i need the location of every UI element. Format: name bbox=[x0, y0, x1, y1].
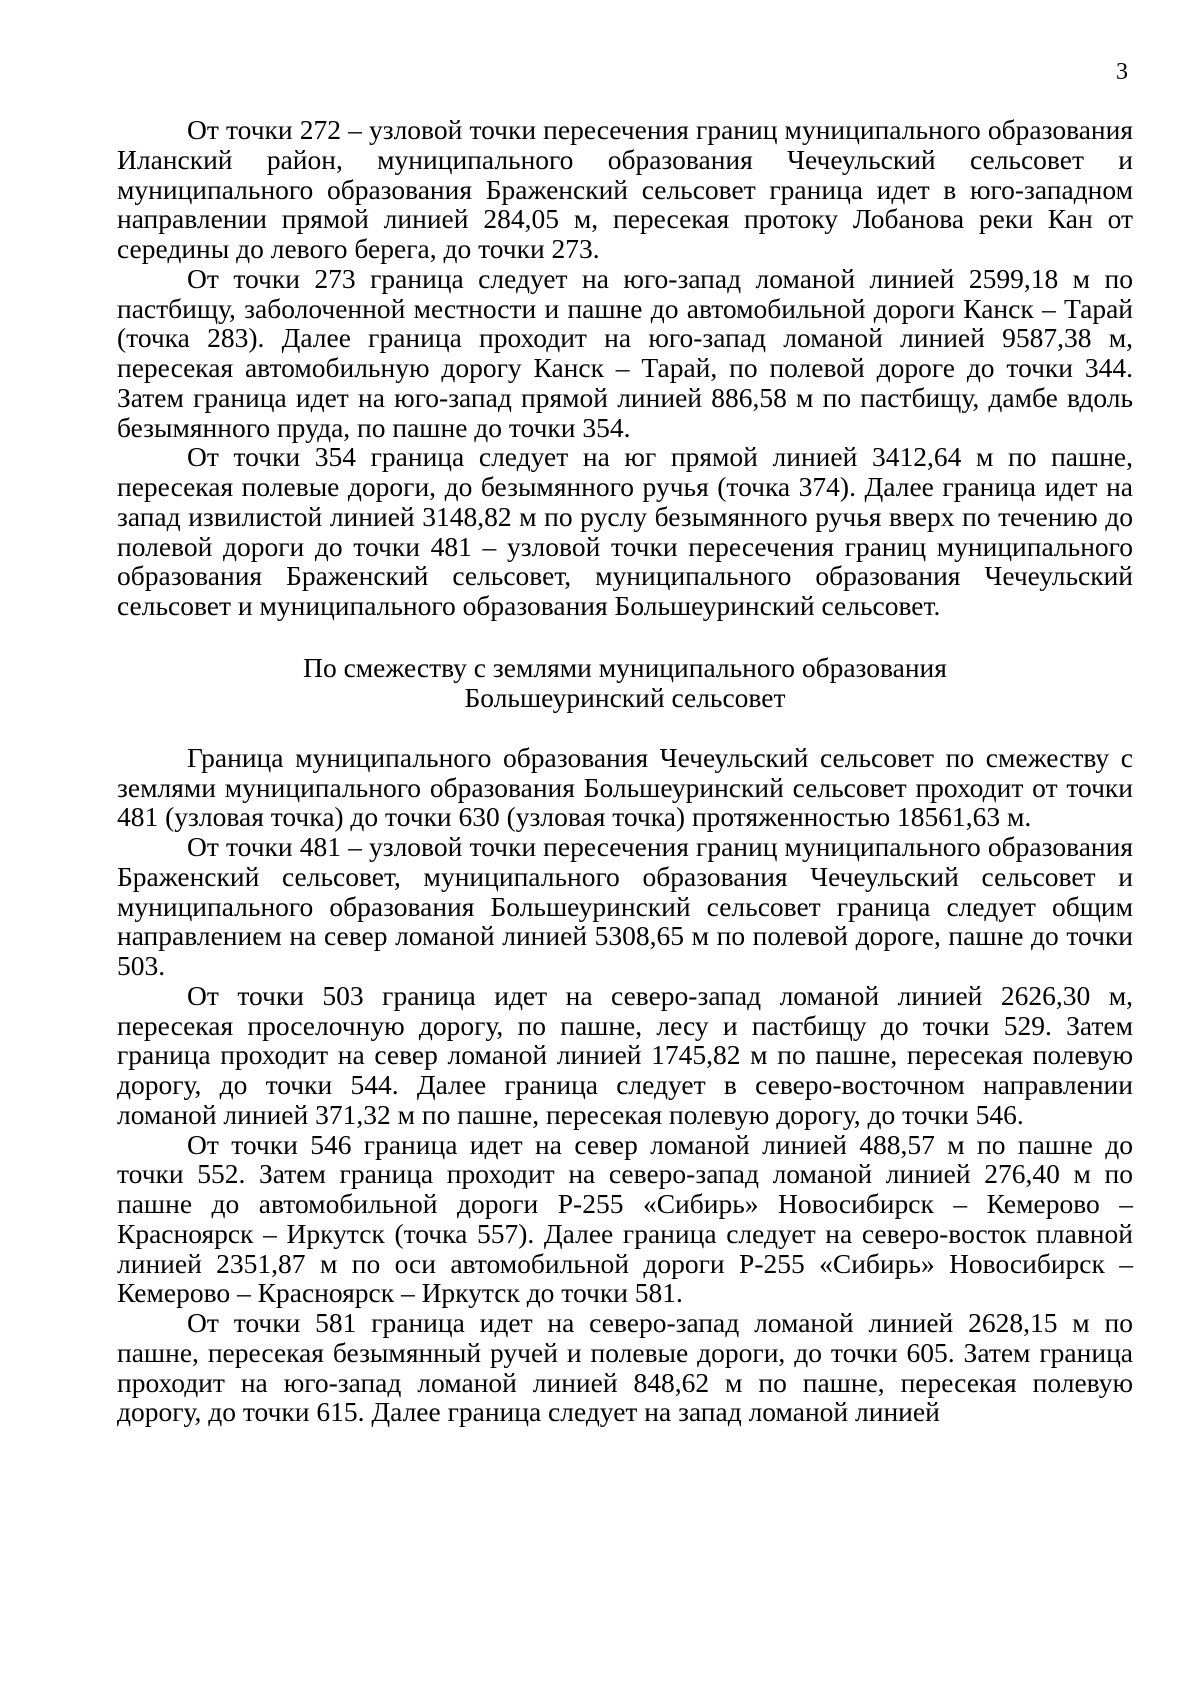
paragraph-boundary-summary: Граница муниципального образования Чечеульский сельсовет по смежеству с землями муниципального образования Большеуринский сельсовет проходит от точки 481 (узловая точка) до точки 630 (узловая точка) протяженностью 18561,63 м. bbox=[117, 741, 1133, 833]
paragraph-point-546: От точки 546 граница идет на север ломаной линией 488,57 м по пашне до точки 552. Затем граница проходит на северо-запад ломаной линией 276,40 м по пашне до автомобильной дороги Р-255 «Сибирь» Новосибирск – Кемерово – Красноярск – Иркутск (точка 557). Далее граница следует на северо-восток плавной линией 2351,87 м по оси автомобильной дороги Р-255 «Сибирь» Новосибирск – Кемерово – Красноярск – Иркутск до точки 581. bbox=[117, 1128, 1133, 1309]
section-heading-line-2: Большеуринский сельсовет bbox=[464, 681, 786, 713]
paragraph-point-354: От точки 354 граница следует на юг прямой линией 3412,64 м по пашне, пересекая полевые дороги, до безымянного ручья (точка 374). Далее граница идет на запад извилистой линией 3148,82 м по руслу безымянного ручья вверх по течению до полевой дороги до точки 481 – узловой точки пересечения границ муниципального образования Браженский сельсовет, муниципального образования Чечеульский сельсовет и муниципального образования Большеуринский сельсовет. bbox=[117, 441, 1133, 621]
section-heading bbox=[117, 653, 1133, 713]
paragraph-point-503: От точки 503 граница идет на северо-запад ломаной линией 2626,30 м, пересекая проселочную дорогу, по пашне, лесу и пастбищу до точки 529. Затем граница проходит на север ломаной линией 1745,82 м по пашне, пересекая полевую дорогу, до точки 544. Далее граница следует в северо-восточном направлении ломаной линией 371,32 м по пашне, пересекая полевую дорогу, до точки 546. bbox=[117, 979, 1133, 1130]
document-body bbox=[117, 115, 1133, 1427]
page-number: 3 bbox=[1116, 59, 1128, 85]
section-heading-line-1: По смежеству с землями муниципального образования bbox=[303, 651, 947, 683]
paragraph-point-273: От точки 273 граница следует на юго-запад ломаной линией 2599,18 м по пастбищу, заболоченной местности и пашне до автомобильной дороги Канск – Тарай (точка 283). Далее граница проходит на юго-запад ломаной линией 9587,38 м, пересекая автомобильную дорогу Канск – Тарай, по полевой дороге до точки 344. Затем граница идет на юго-запад прямой линией 886,58 м по пастбищу, дамбе вдоль безымянного пруда, по пашне до точки 354. bbox=[117, 262, 1133, 443]
paragraph-point-272: От точки 272 – узловой точки пересечения границ муниципального образования Иланский район, муниципального образования Чечеульский сельсовет и муниципального образования Браженский сельсовет граница идет в юго-западном направлении прямой линией 284,05 м, пересекая протоку Лобанова реки Кан от середины до левого берега, до точки 273. bbox=[117, 114, 1133, 264]
paragraph-point-581: От точки 581 граница идет на северо-запад ломаной линией 2628,15 м по пашне, пересекая безымянный ручей и полевые дороги, до точки 605. Затем граница проходит на юго-запад ломаной линией 848,62 м по пашне, пересекая полевую дорогу, до точки 615. Далее граница следует на запад ломаной линией bbox=[117, 1307, 1133, 1428]
paragraph-point-481: От точки 481 – узловой точки пересечения границ муниципального образования Браженский сельсовет, муниципального образования Чечеульский сельсовет и муниципального образования Большеуринский сельсовет граница следует общим направлением на север ломаной линией 5308,65 м по полевой дороге, пашне до точки 503. bbox=[117, 831, 1133, 981]
